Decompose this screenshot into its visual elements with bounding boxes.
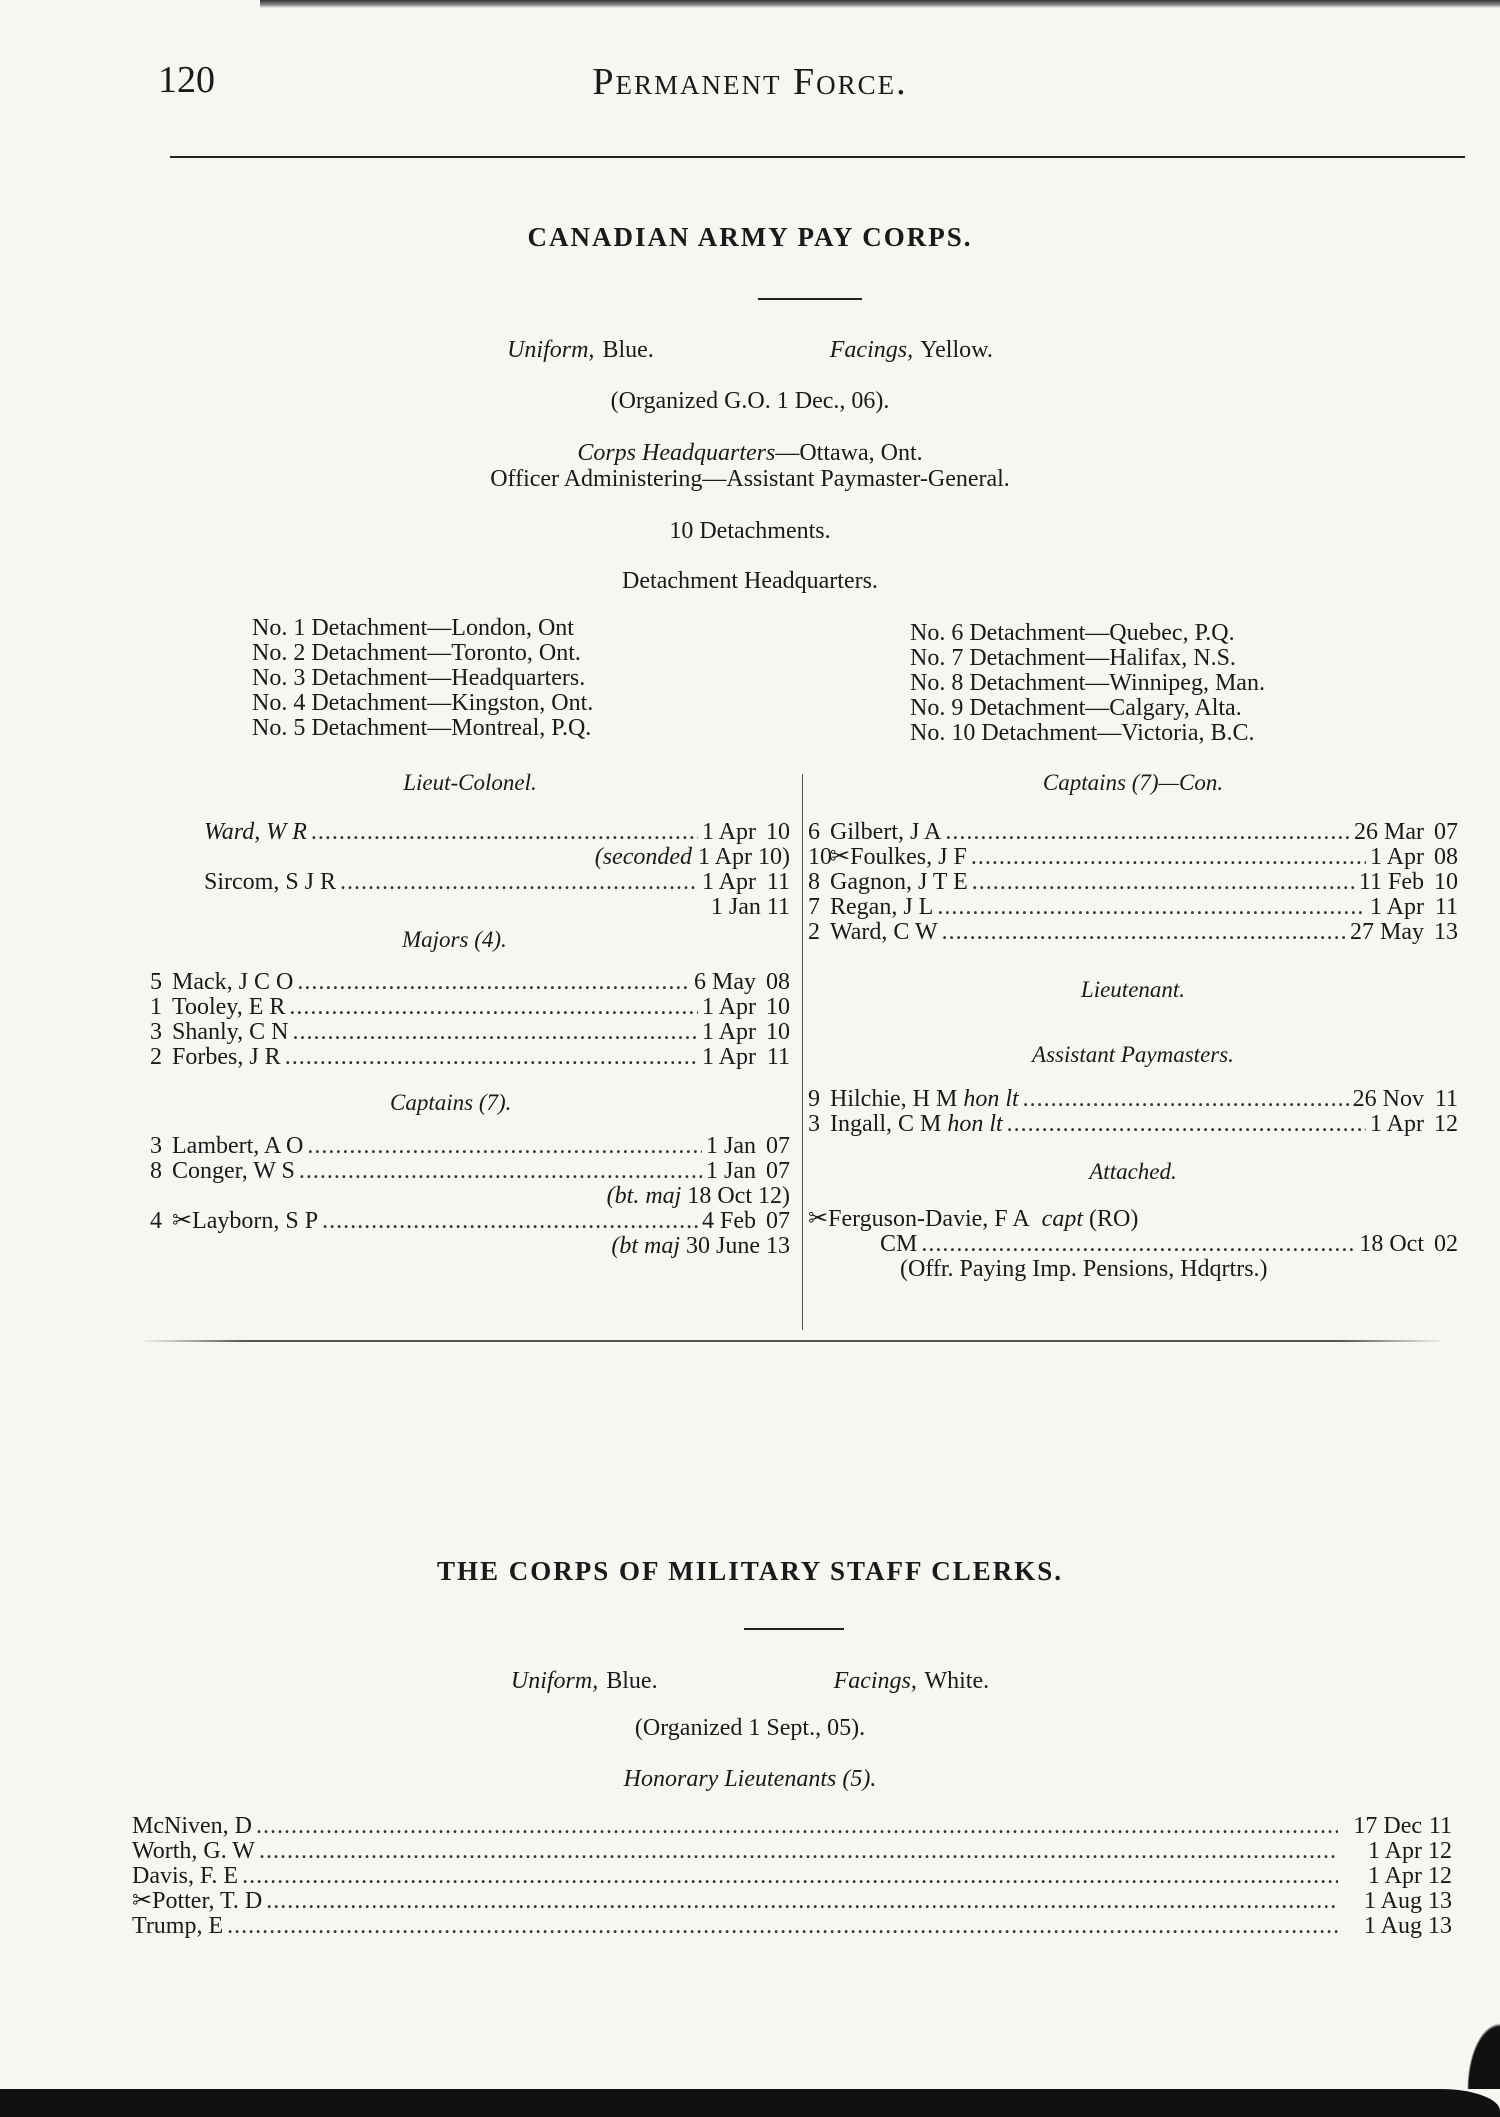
uniform-label: Uniform,: [510, 1668, 599, 1694]
header-rule: [170, 156, 1465, 158]
attached-note: (Offr. Paying Imp. Pensions, Hdqrtrs.): [900, 1256, 1268, 1282]
facings-label: Facings,: [833, 1668, 917, 1694]
lieutenant-heading: Lieutenant.: [1080, 977, 1186, 1002]
officer-year: 10: [766, 819, 790, 845]
officer-row: [150, 870, 790, 895]
scan-edge-top: [260, 0, 1500, 8]
uniform-label: Uniform,: [507, 337, 595, 363]
detachment-line: No. 10 Detachment—Victoria, B.C.: [910, 720, 1255, 746]
detachments-count: 10 Detachments.: [669, 518, 831, 544]
officer-row: 2 Forbes, J R ..... 1 Apr 11: [150, 1045, 790, 1070]
officer-row: 8 Gagnon, J T E ..... 11 Feb 10: [808, 870, 1458, 895]
officer-name: Shanly, C N: [172, 1019, 289, 1045]
uniform-facings-row: [0, 337, 1500, 364]
uniform-facings-row: [0, 1668, 1500, 1695]
left-column: [150, 770, 790, 1259]
clerk-name: Davis, F. E: [132, 1863, 239, 1889]
officer-note: (seconded 1 Apr 10): [594, 844, 790, 870]
officer-note: (bt maj 30 June 13: [611, 1233, 790, 1259]
officer-row: 6 Gilbert, J A ..... 26 Mar 07: [808, 820, 1458, 845]
asst-paymasters-heading: Assistant Paymasters.: [1032, 1042, 1234, 1067]
running-head: Permanent Force.: [592, 61, 908, 103]
officer-note: 1 Jan 11: [710, 894, 790, 920]
officer-name: Hilchie, H M: [830, 1086, 958, 1112]
officer-name: Gagnon, J T E: [830, 869, 968, 895]
detachments-left: [252, 616, 593, 741]
majors-heading: Majors (4).: [402, 927, 507, 952]
officer-administering: Officer Administering—Assistant Paymaster-General.: [490, 466, 1010, 492]
detachment-line: No. 1 Detachment—London, Ont: [252, 615, 574, 641]
clerk-row: Worth, G. W ..... 1 Apr 12: [132, 1839, 1452, 1864]
officer-name: ✂Foulkes, J F: [830, 844, 967, 870]
hon-lieut-heading: Honorary Lieutenants (5).: [623, 1766, 877, 1792]
attached-row: CM ..... 18 Oct 02: [808, 1232, 1458, 1257]
uniform-value: Blue.: [602, 337, 654, 363]
officer-date: 1 Apr: [702, 869, 756, 895]
captains-con-heading: Captains (7)—Con.: [1042, 770, 1224, 795]
officer-name: Tooley, E R: [172, 994, 286, 1020]
clerk-name: ✂Potter, T. D: [132, 1888, 263, 1914]
detachment-line: No. 4 Detachment—Kingston, Ont.: [252, 690, 594, 716]
clerk-row: McNiven, D ..... 17 Dec 11: [132, 1814, 1452, 1839]
officer-row: 2 Ward, C W ..... 27 May 13: [808, 920, 1458, 945]
officer-row: 3 Lambert, A O ..... 1 Jan 07: [150, 1134, 790, 1159]
officer-date: 1 Apr: [702, 819, 756, 845]
organized-line: (Organized 1 Sept., 05).: [634, 1715, 866, 1741]
right-column: [808, 770, 1458, 1282]
attached-heading: Attached.: [1089, 1159, 1177, 1184]
clerk-row: ✂Potter, T. D ..... 1 Aug 13: [132, 1889, 1452, 1914]
officer-year: 11: [766, 869, 790, 895]
clerk-name: Worth, G. W: [132, 1838, 255, 1864]
column-divider: [802, 774, 803, 1330]
clerk-name: McNiven, D: [132, 1813, 252, 1839]
officer-name: ✂Layborn, S P: [172, 1208, 319, 1234]
lieut-colonel-heading: Lieut-Colonel.: [403, 770, 537, 795]
corps-hq-value: —Ottawa, Ont.: [775, 440, 923, 466]
detachment-line: No. 9 Detachment—Calgary, Alta.: [910, 695, 1242, 721]
detachment-line: No. 3 Detachment—Headquarters.: [252, 665, 586, 691]
officer-name: Mack, J C O: [172, 969, 294, 995]
officer-row: 4 ✂Layborn, S P ..... 4 Feb 07: [150, 1209, 790, 1234]
facings-value: White.: [924, 1668, 990, 1694]
officer-name: Sircom, S J R: [204, 869, 337, 895]
section-title-pay-corps: CANADIAN ARMY PAY CORPS.: [527, 222, 973, 252]
officer-note: (bt. maj 18 Oct 12): [606, 1183, 790, 1209]
detachment-line: No. 5 Detachment—Montreal, P.Q.: [252, 715, 592, 741]
officer-row: 1 Tooley, E R ..... 1 Apr 10: [150, 995, 790, 1020]
attached-row: ✂Ferguson-Davie, F A capt (RO): [808, 1206, 1139, 1232]
officer-row: 7 Regan, J L ..... 1 Apr 11: [808, 895, 1458, 920]
title-rule: [744, 1628, 844, 1630]
clerk-row: Trump, E ..... 1 Aug 13: [132, 1914, 1452, 1939]
officer-name: Conger, W S: [172, 1158, 295, 1184]
section-title-staff-clerks: THE CORPS OF MILITARY STAFF CLERKS.: [436, 1556, 1064, 1586]
officer-name: Lambert, A O: [172, 1133, 304, 1159]
corps-hq-line: [0, 440, 1500, 467]
organized-line: (Organized G.O. 1 Dec., 06).: [610, 388, 890, 414]
corps-hq-label: Corps Headquarters: [577, 440, 776, 466]
facings-label: Facings,: [829, 337, 914, 363]
facings-value: Yellow.: [920, 337, 993, 363]
detachment-hq-heading: Detachment Headquarters.: [622, 568, 878, 594]
officer-row: 3 Ingall, C M hon lt ..... 1 Apr 12: [808, 1112, 1458, 1137]
officer-row: 9 Hilchie, H M hon lt ..... 26 Nov 11: [808, 1087, 1458, 1112]
hon-lieut-list: [132, 1814, 1452, 1939]
officer-name: Ward, C W: [830, 919, 938, 945]
officer-row: [150, 820, 790, 845]
officer-name: Gilbert, J A: [830, 819, 942, 845]
detachment-line: No. 6 Detachment—Quebec, P.Q.: [910, 620, 1235, 646]
officer-name: Regan, J L: [830, 894, 934, 920]
scan-edge-curl: [1460, 2009, 1500, 2089]
officer-row: 10 ✂Foulkes, J F ..... 1 Apr 08: [808, 845, 1458, 870]
officer-name: Ingall, C M: [830, 1111, 942, 1137]
officer-row: 5 Mack, J C O ..... 6 May 08: [150, 970, 790, 995]
detachment-line: No. 7 Detachment—Halifax, N.S.: [910, 645, 1236, 671]
title-rule: [758, 298, 862, 300]
clerk-row: Davis, F. E ..... 1 Apr 12: [132, 1864, 1452, 1889]
page-number: 120: [158, 59, 215, 101]
officer-row: 8 Conger, W S ..... 1 Jan 07: [150, 1159, 790, 1184]
officer-name: Forbes, J R: [172, 1044, 281, 1070]
officer-row: 3 Shanly, C N ..... 1 Apr 10: [150, 1020, 790, 1045]
officer-name: Ward, W R: [204, 819, 307, 845]
section-divider-rule: [140, 1340, 1445, 1342]
uniform-value: Blue.: [606, 1668, 658, 1694]
detachment-line: No. 8 Detachment—Winnipeg, Man.: [910, 670, 1265, 696]
clerk-name: Trump, E: [132, 1913, 224, 1939]
detachment-line: No. 2 Detachment—Toronto, Ont.: [252, 640, 581, 666]
captains-heading: Captains (7).: [390, 1090, 512, 1115]
scan-edge-bottom: [0, 2089, 1500, 2117]
detachments-right: [910, 621, 1265, 746]
